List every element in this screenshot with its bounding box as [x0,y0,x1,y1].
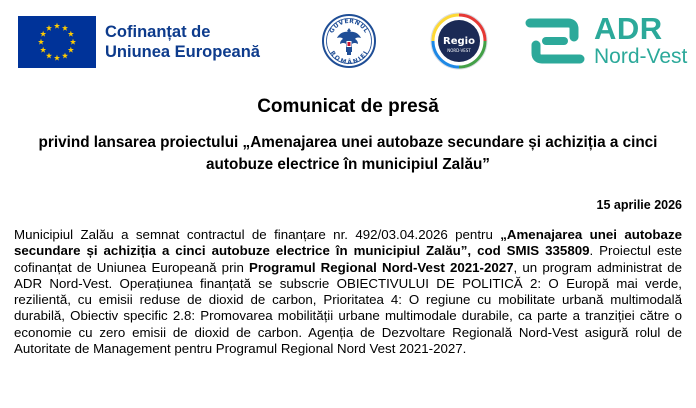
gov-seal-text-top: GUVERNUL [328,17,370,35]
eu-logo-text [105,22,260,62]
gov-seal-text-bottom: ROMÂNIEI [328,49,370,67]
eu-logo-line1: Cofinanțat de [105,23,211,41]
regio-logo-region: NORD-VEST [447,48,471,53]
body-program-name: Programul Regional Nord-Vest 2021-2027 [249,259,514,275]
body-text-cofinancing: . Proiectul este cofinanțat de Uniunea Europeană prin [14,243,682,275]
regio-logo-icon [430,12,488,70]
document-date: 15 aprilie 2026 [596,198,682,212]
document-subtitle: privind lansarea proiectului „Amenajarea unei autobaze secundare și achiziția a cinci autobuze electrice în municipiul Zalău” [38,134,658,173]
eu-flag-icon [18,16,96,68]
adr-logo-region: Nord-Vest [594,45,688,68]
adr-logo-text [594,13,687,69]
romanian-government-seal-icon [322,14,376,68]
document-title: Comunicat de presă [257,96,439,117]
adr-mark-icon [522,13,588,69]
eu-logo-line2: Uniunea Europeană [105,43,260,61]
adr-logo-name: ADR [594,11,663,46]
body-project-name: „Amenajarea unei autobaze secundare și achiziția a cinci autobuze electrice în municipiul Zalău”, cod SMIS 335809 [14,227,682,259]
adr-nord-vest-logo [522,13,687,69]
eu-cofinancing-logo [18,16,260,68]
body-text-intro: Municipiul Zalău a semnat contractul de finanțare nr. 492/03.04.2026 pentru [14,227,501,242]
document-body [14,227,682,357]
regio-logo-name: Regio [443,36,475,47]
body-text-details: , un program administrat de ADR Nord-Vest. Operațiunea finanțată se subscrie OBIECTIVULUI DE POLITICĂ 2: O Europă mai verde, rezilientă, cu emisii reduse de dioxid de carbon, Prioritatea 4: O regiune cu mobilitate urbană multimodală durabilă, Obiectiv specific 2.8: Promovarea mobilității urbane multimodale durabile, ca parte a tranziției către o economie cu zero emisii de dioxid de carbon. Agenția de Dezvoltare Regională Nord-Vest asigură rolul de Autoritate de Management pentru Programul Regional Nord Vest 2021-2027. [14,259,682,357]
logo-bar [0,0,696,80]
